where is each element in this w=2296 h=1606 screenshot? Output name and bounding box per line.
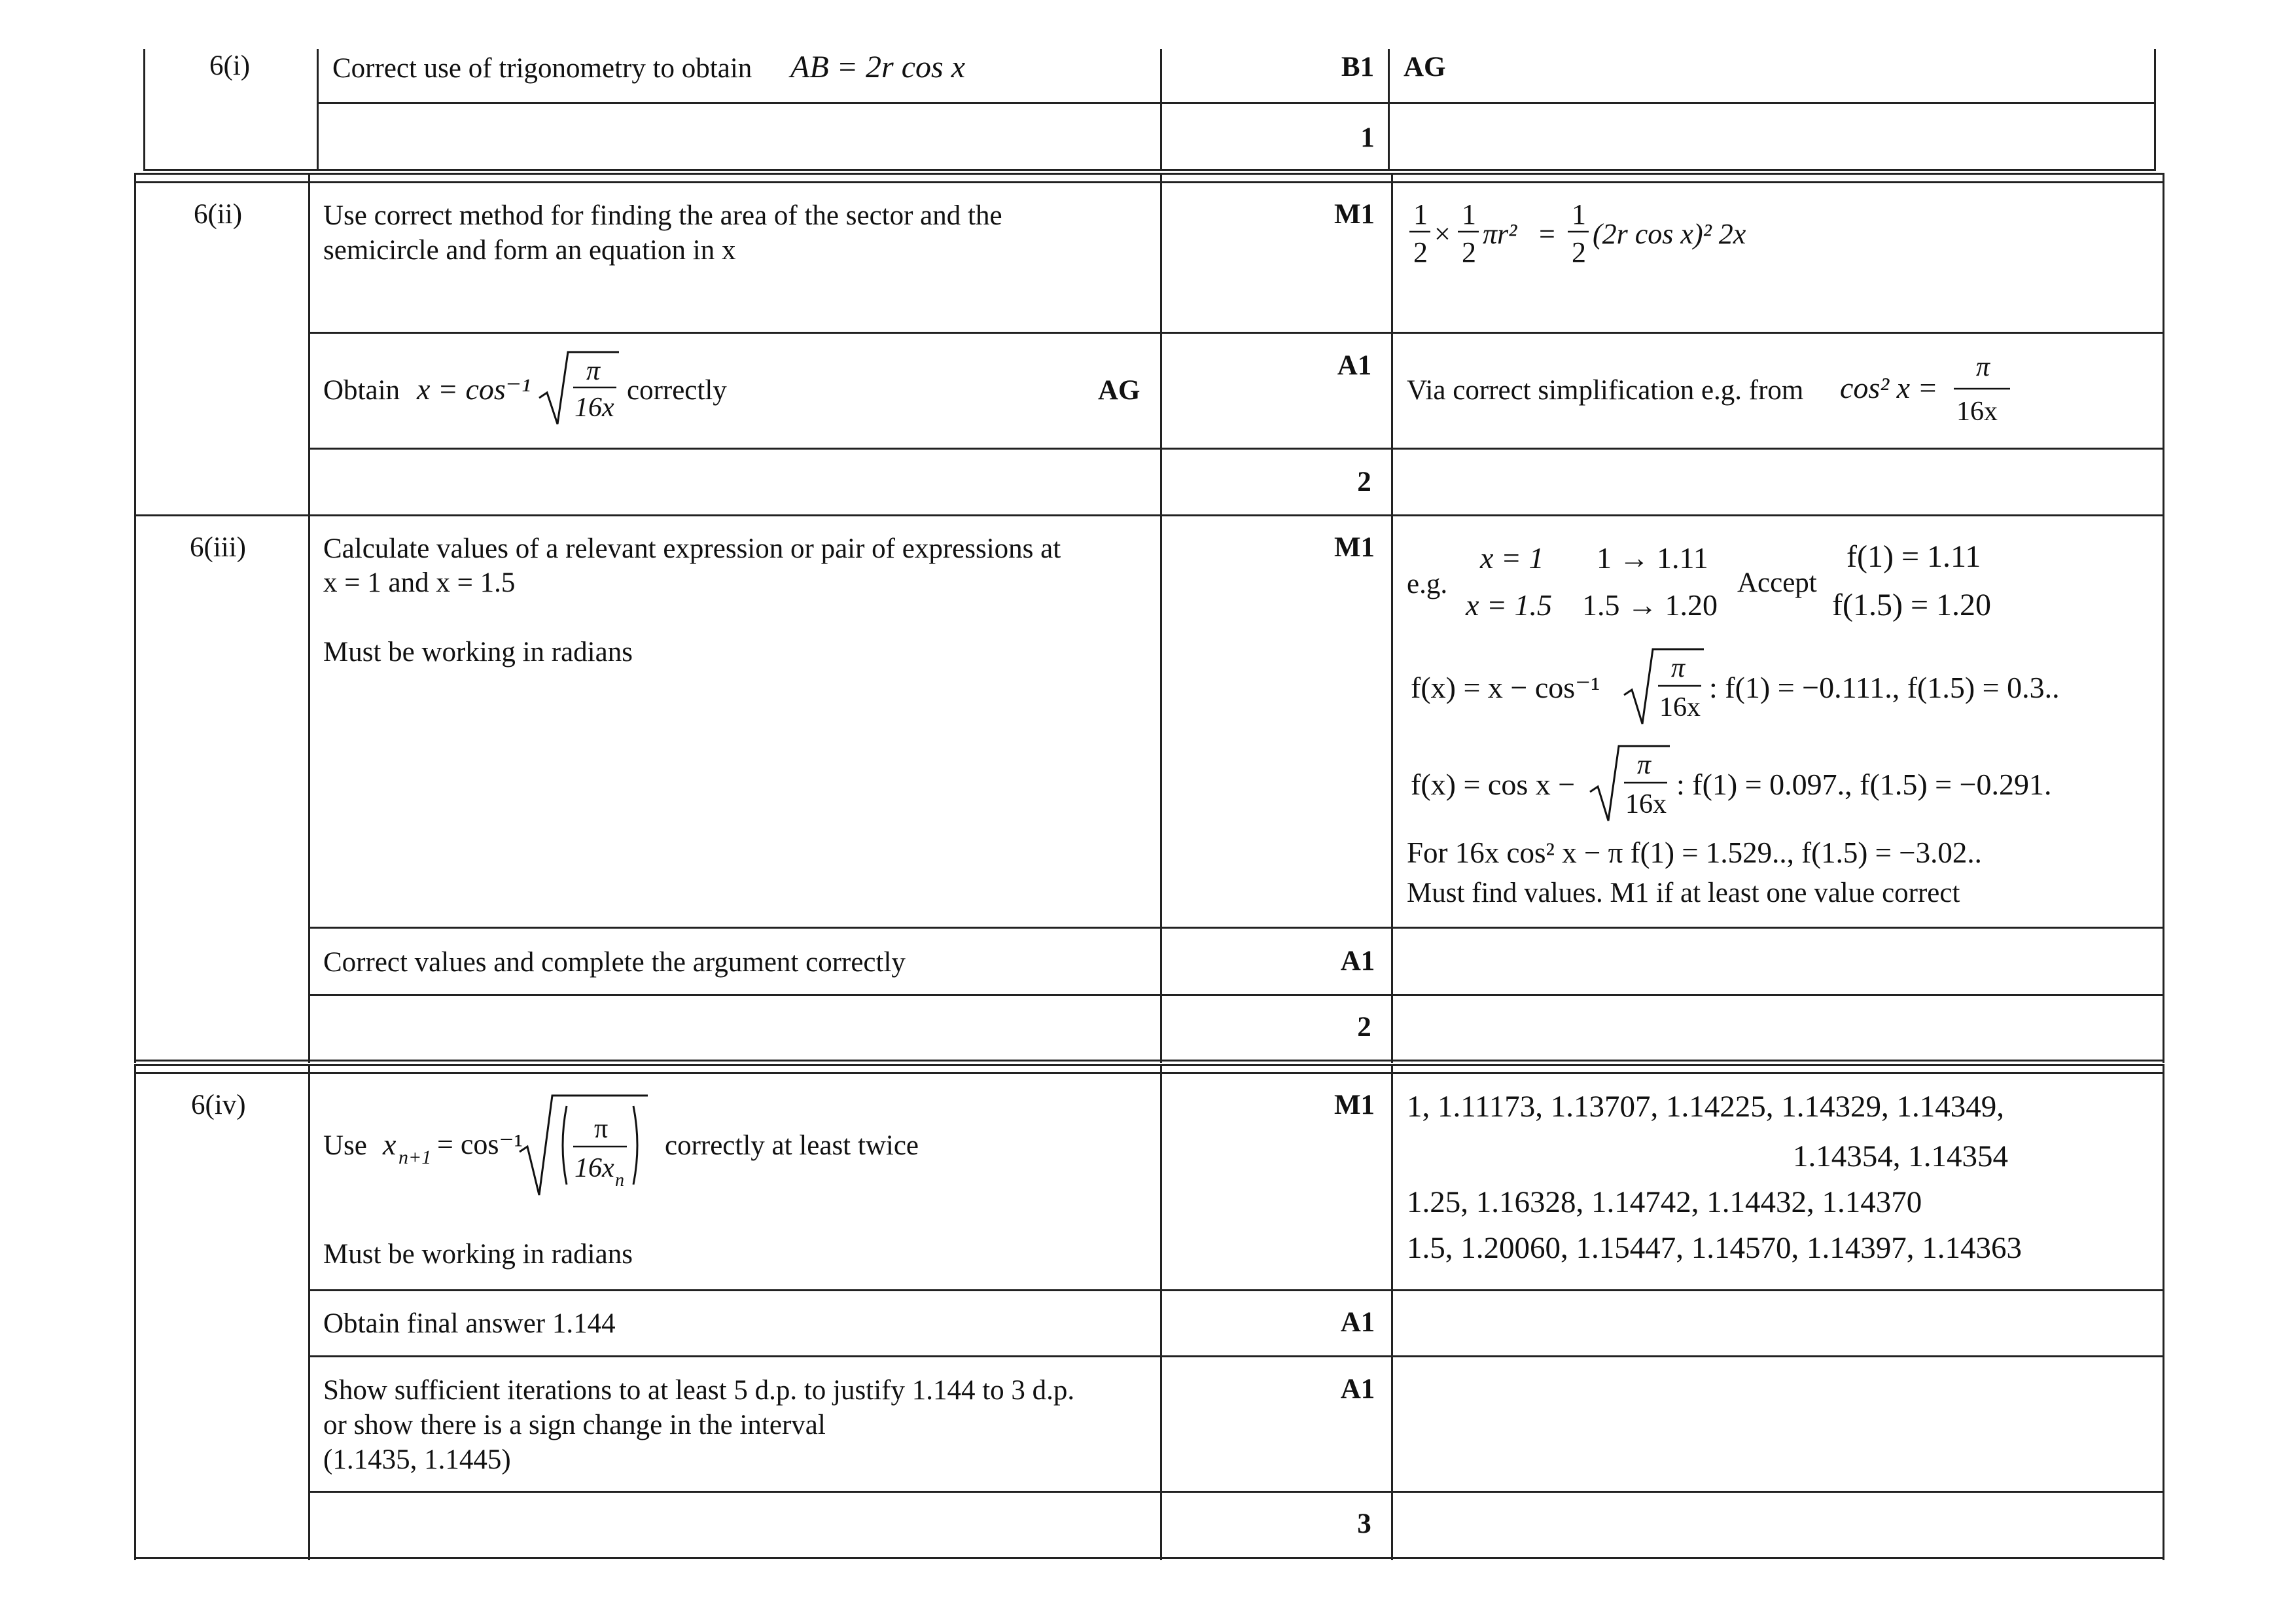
f1-den: 16x — [1659, 692, 1701, 723]
guidance-6iii-pair2a: x = 1.5 — [1466, 588, 1552, 622]
guidance-6iii-pair1b: 1 → 1.11 — [1597, 541, 1708, 575]
eq-frac3-num: 1 — [1572, 198, 1586, 230]
guidance-6iii-f3: For 16x cos² x − π f(1) = 1.529.., f(1.5) = −3.02.. — [1407, 836, 1982, 869]
guidance-6iv-line4: 1.5, 1.20060, 1.15447, 1.14570, 1.14397, 1.14363 — [1407, 1231, 2022, 1265]
guidance-6ii-frac — [1950, 347, 2028, 438]
answer-6iv-use: Use — [323, 1130, 367, 1161]
answer-6ii-ag: AG — [1098, 375, 1140, 406]
answer-6iii-line3: Must be working in radians — [323, 637, 633, 668]
answer-6ii-math: x = cos⁻¹ — [417, 372, 531, 406]
answer-6iv-x: x — [383, 1128, 397, 1161]
iv-den: 16x — [574, 1153, 614, 1183]
answer-6iv-radians: Must be working in radians — [323, 1239, 633, 1270]
iv-den-sub: n — [615, 1170, 624, 1190]
mark-6iv-m1: M1 — [1333, 1090, 1375, 1120]
answer-6i-text: Correct use of trigonometry to obtain — [332, 53, 752, 84]
guidance-6ii-text: Via correct simplification e.g. from — [1407, 375, 1804, 406]
guidance-6ii-equation — [1400, 191, 1858, 283]
guidance-6iii-pair2b: 1.5 → 1.20 — [1582, 588, 1718, 622]
eq-frac1-den: 2 — [1413, 236, 1428, 268]
f1-num: π — [1671, 653, 1686, 683]
answer-6iii-line2: x = 1 and x = 1.5 — [323, 567, 516, 598]
eq-frac2-num: 1 — [1462, 198, 1476, 230]
guidance-6ii-math: cos² x = — [1840, 371, 1938, 404]
mark-6iv-a1-final: A1 — [1340, 1307, 1375, 1338]
mark-6ii-m1: M1 — [1333, 199, 1375, 230]
guidance-6iii-eg: e.g. — [1407, 569, 1448, 599]
answer-6iv-iter-line1: Show sufficient iterations to at least 5 d.p. to justify 1.144 to 3 d.p. — [323, 1375, 1075, 1406]
eq-times: × — [1434, 218, 1451, 250]
guidance-6iii-pair1a: x = 1 — [1480, 541, 1544, 575]
guidance-6iii-f2-sqrt — [1587, 740, 1672, 825]
sqrt-den: 16x — [574, 393, 614, 423]
eq-frac3-den: 2 — [1572, 236, 1586, 268]
answer-6iv-iter-line3: (1.1435, 1.1445) — [323, 1444, 511, 1475]
answer-6ii-line2: semicircle and form an equation in x — [323, 235, 736, 266]
answer-6iv-final: Obtain final answer 1.144 — [323, 1308, 616, 1339]
mark-6i-total: 1 — [1360, 122, 1375, 153]
answer-6iv-iter-line2: or show there is a sign change in the interval — [323, 1410, 826, 1440]
answer-6iv-eq: = cos⁻¹ — [437, 1128, 523, 1160]
mark-6ii-a1: A1 — [1337, 350, 1372, 381]
mark-6iv-total: 3 — [1357, 1508, 1371, 1539]
answer-6iii-correct-values: Correct values and complete the argument correctly — [323, 947, 906, 978]
guidance-6iv-line1: 1, 1.11173, 1.13707, 1.14225, 1.14329, 1.14349, — [1407, 1090, 2005, 1124]
mark-6ii-total: 2 — [1357, 467, 1371, 497]
frac-den: 16x — [1956, 397, 1998, 427]
sqrt-num: π — [586, 356, 601, 386]
guidance-6iii-accept: Accept — [1737, 567, 1817, 598]
mark-6iii-m1: M1 — [1333, 532, 1375, 563]
answer-6ii-line1: Use correct method for finding the area of the sector and the — [323, 200, 1002, 231]
answer-6i-math: AB = 2r cos x — [790, 50, 965, 84]
guidance-6iii-f2-rhs: : f(1) = 0.097., f(1.5) = −0.291. — [1676, 768, 2052, 801]
answer-6iii-line1: Calculate values of a relevant expression or pair of expressions at — [323, 533, 1061, 564]
answer-6ii-obtain: Obtain — [323, 375, 400, 406]
eq-frac1-num: 1 — [1413, 198, 1428, 230]
answer-6iv-sqrt — [517, 1089, 654, 1200]
eq-equals: = — [1539, 218, 1555, 250]
question-label-6iv: 6(iv) — [191, 1090, 246, 1120]
iv-num: π — [594, 1114, 609, 1144]
guidance-6iii-f1-rhs: : f(1) = −0.111., f(1.5) = 0.3.. — [1709, 671, 2060, 704]
answer-6iv-correctly: correctly at least twice — [665, 1130, 919, 1161]
guidance-6iii-accept1: f(1) = 1.11 — [1846, 539, 1981, 574]
guidance-6iii-f1-lhs: f(x) = x − cos⁻¹ — [1411, 671, 1600, 704]
guidance-6iii-note: Must find values. M1 if at least one value correct — [1407, 878, 1960, 908]
answer-6ii-sqrt — [537, 346, 622, 431]
mark-6iii-total: 2 — [1357, 1012, 1371, 1043]
guidance-6iv-line2: 1.14354, 1.14354 — [1793, 1139, 2008, 1173]
question-label-6i: 6(i) — [209, 50, 251, 81]
guidance-6i-ag: AG — [1404, 52, 1446, 82]
eq-rhs-rest: (2r cos x)² 2x — [1593, 218, 1746, 250]
mark-6iii-a1: A1 — [1340, 946, 1375, 976]
eq-lhs-rest: πr² — [1483, 218, 1517, 250]
guidance-6iii-accept2: f(1.5) = 1.20 — [1832, 588, 1992, 622]
f2-den: 16x — [1625, 789, 1667, 819]
answer-6ii-correctly: correctly — [627, 375, 727, 406]
guidance-6iv-line3: 1.25, 1.16328, 1.14742, 1.14432, 1.14370 — [1407, 1185, 1922, 1219]
question-label-6ii: 6(ii) — [194, 199, 243, 230]
mark-6i-b1: B1 — [1341, 52, 1375, 82]
answer-6iv-sub: n+1 — [398, 1147, 432, 1168]
eq-frac2-den: 2 — [1462, 236, 1476, 268]
question-label-6iii: 6(iii) — [190, 532, 246, 563]
mark-6iv-a1-iter: A1 — [1340, 1374, 1375, 1404]
f2-num: π — [1637, 750, 1651, 780]
frac-num: π — [1976, 352, 1990, 382]
guidance-6iii-f1-sqrt — [1621, 643, 1706, 728]
guidance-6iii-f2-lhs: f(x) = cos x − — [1411, 768, 1576, 801]
